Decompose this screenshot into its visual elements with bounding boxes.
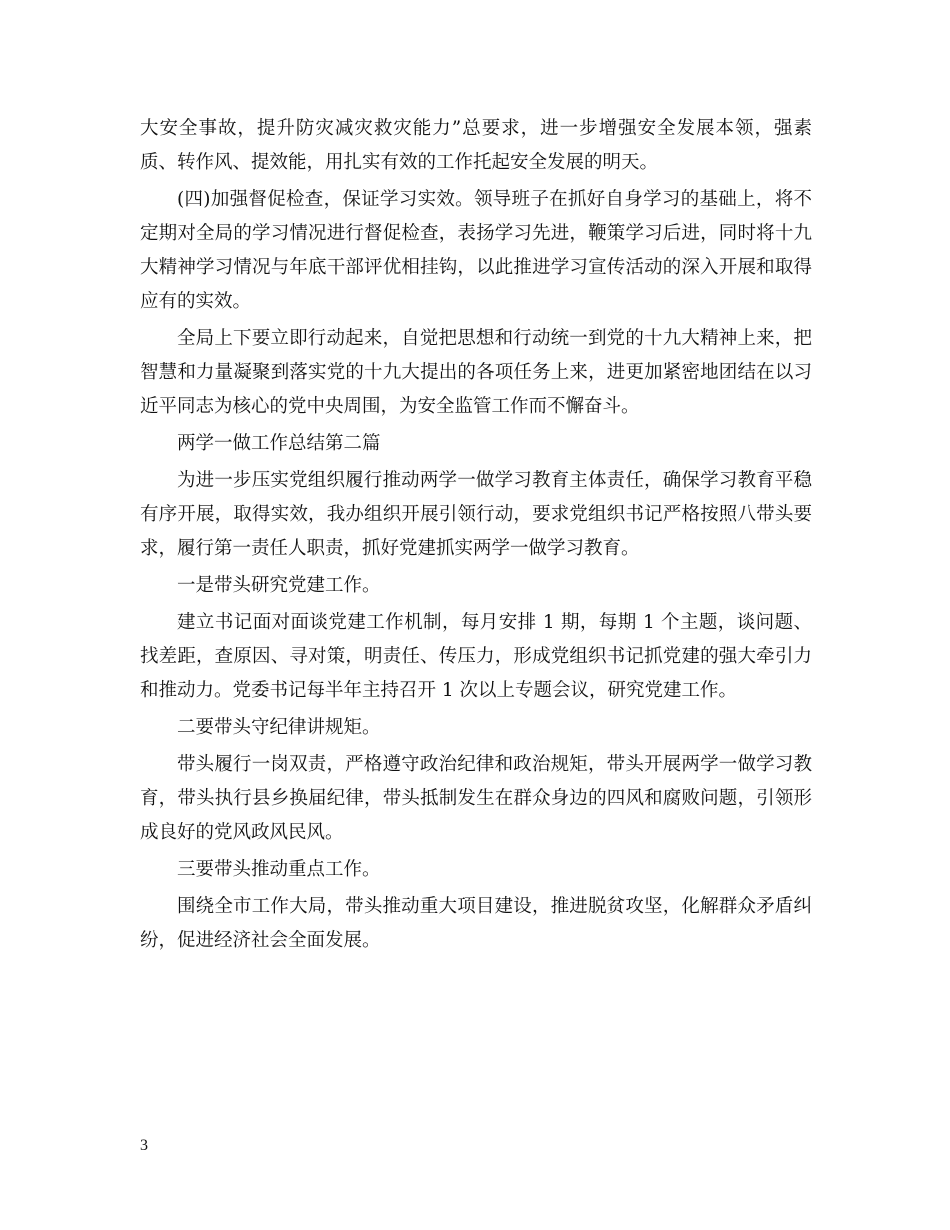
subheading-1: 一是带头研究党建工作。 <box>177 575 381 596</box>
section-heading: 两学一做工作总结第二篇 <box>177 433 381 454</box>
document-body <box>140 112 812 961</box>
paragraph-1: 大安全事故，提升防灾减灾救灾能力”总要求，进一步增强安全发展本领，强素质、转作风、提效能，用扎实有效的工作托起安全发展的明天。 <box>140 118 812 173</box>
subheading-3: 三要带头推动重点工作。 <box>177 859 381 880</box>
paragraph-2: (四)加强督促检查，保证学习实效。领导班子在抓好自身学习的基础上，将不定期对全局的学习情况进行督促检查，表扬学习先进，鞭策学习后进，同时将十九大精神学习情况与年底干部评优相挂钩，以此推进学习宣传活动的深入开展和取得应有的实效。 <box>140 189 812 312</box>
subheading-2: 二要带头守纪律讲规矩。 <box>177 717 381 738</box>
paragraph-7: 建立书记面对面谈党建工作机制，每月安排 1 期，每期 1 个主题，谈问题、找差距，查原因、寻对策，明责任、传压力，形成党组织书记抓党建的强大牵引力和推动力。党委书记每半年主持召开 1 次以上专题会议，研究党建工作。 <box>140 612 812 701</box>
paragraph-3: 全局上下要立即行动起来，自觉把思想和行动统一到党的十九大精神上来，把智慧和力量凝聚到落实党的十九大提出的各项任务上来，进更加紧密地团结在以习近平同志为核心的党中央周围，为安全监管工作而不懈奋斗。 <box>140 328 812 417</box>
paragraph-9: 带头履行一岗双责，严格遵守政治纪律和政治规矩，带头开展两学一做学习教育，带头执行县乡换届纪律，带头抵制发生在群众身边的四风和腐败问题，引领形成良好的党风政风民风。 <box>140 754 812 843</box>
paragraph-11: 围绕全市工作大局，带头推动重大项目建设，推进脱贫攻坚，化解群众矛盾纠纷，促进经济社会全面发展。 <box>140 896 812 951</box>
page-number: 3 <box>140 1137 148 1154</box>
paragraph-5: 为进一步压实党组织履行推动两学一做学习教育主体责任，确保学习教育平稳有序开展，取得实效，我办组织开展引领行动，要求党组织书记严格按照八带头要求，履行第一责任人职责，抓好党建抓实两学一做学习教育。 <box>140 470 812 559</box>
